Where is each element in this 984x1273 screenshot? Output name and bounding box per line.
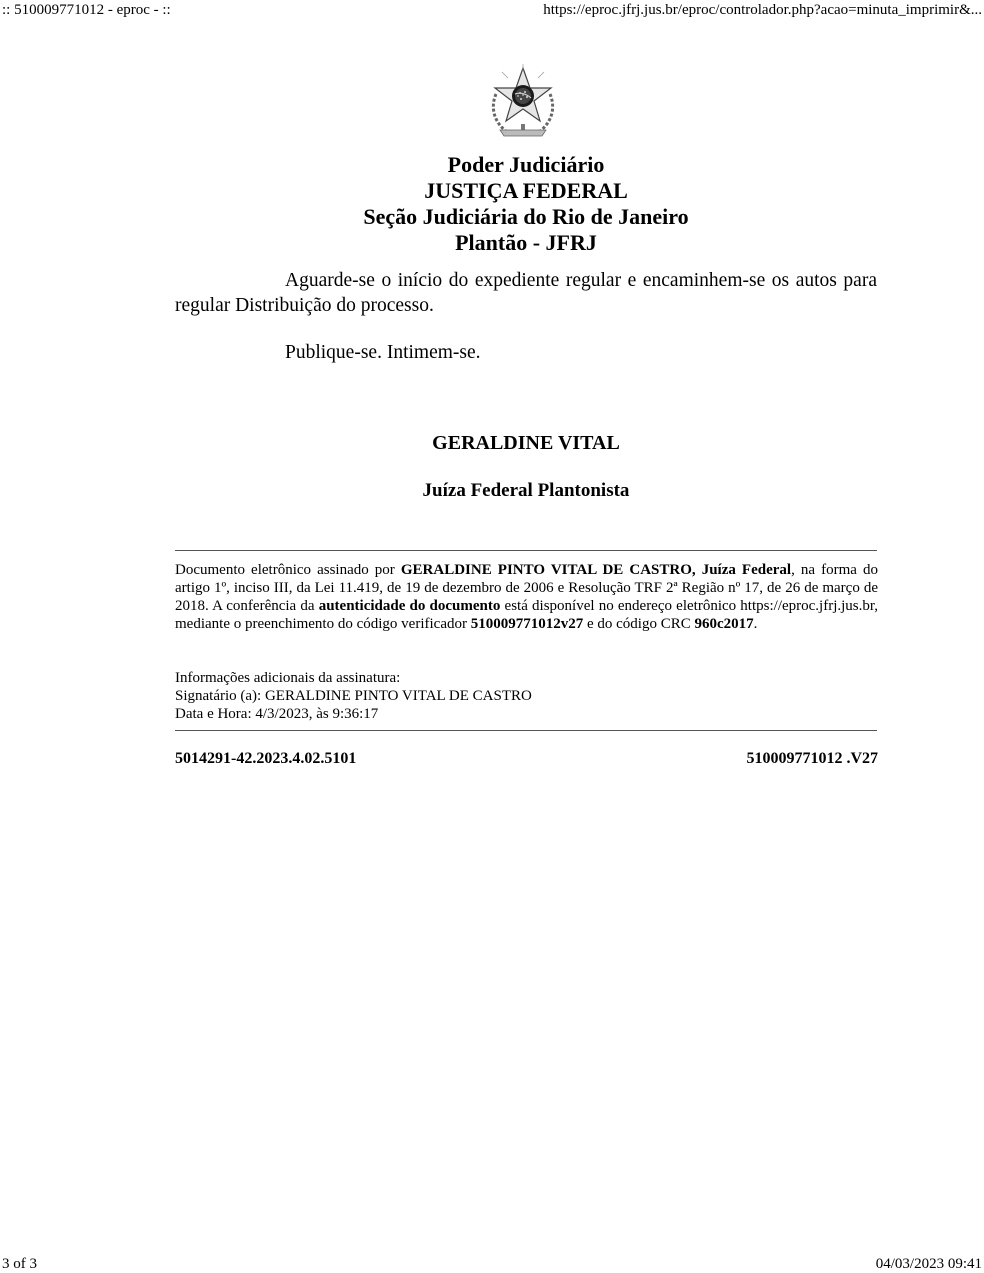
divider-bottom <box>175 730 877 731</box>
signatory-line: Signatário (a): GERALDINE PINTO VITAL DE CASTRO <box>175 688 532 704</box>
heading-duty: Plantão - JFRJ <box>455 230 597 255</box>
print-header-title: :: 510009771012 - eproc - :: <box>2 2 171 18</box>
verifier-code: 510009771012v27 <box>470 616 584 632</box>
additional-info-title: Informações adicionais da assinatura: <box>175 670 401 686</box>
electronic-signature-notice: Documento eletrônico assinado por GERALDINE PINTO VITAL DE CASTRO, Juíza Federal, na forma do artigo 1º, inciso III, da Lei 11.419, de 19 de dezembro de 2006 e Resolução TRF 2ª Região nº 17, de 26 de março de 2018. A conferência da autenticidade do documento está disponível no endereço eletrônico https://eproc.jfrj.jus.br, mediante o preenchimento do código verificador 510009771012v27 e do código CRC 960c2017. <box>175 562 879 632</box>
order-paragraph: Aguarde-se o início do expediente regular e encaminhem-se os autos para regular Distribuição do processo. <box>175 270 877 316</box>
process-number: 5014291-42.2023.4.02.5101 <box>175 750 357 767</box>
signer-name: GERALDINE PINTO VITAL DE CASTRO, Juíza Federal <box>400 562 792 578</box>
document-id: 510009771012 .V27 <box>746 750 878 767</box>
brazil-coat-of-arms-icon <box>486 64 560 140</box>
heading-section: Seção Judiciária do Rio de Janeiro <box>363 204 689 229</box>
authenticity-label: autenticidade do documento <box>318 598 501 614</box>
print-timestamp: 04/03/2023 09:41 <box>875 1256 982 1272</box>
crc-code: 960c2017 <box>694 616 754 632</box>
print-header-url: https://eproc.jfrj.jus.br/eproc/controlador.php?acao=minuta_imprimir&... <box>543 2 982 18</box>
heading-court: JUSTIÇA FEDERAL <box>424 178 628 203</box>
heading-branch: Poder Judiciário <box>447 152 605 177</box>
judge-role: Juíza Federal Plantonista <box>422 480 630 501</box>
judge-name: GERALDINE VITAL <box>432 432 620 454</box>
signature-datetime: Data e Hora: 4/3/2023, às 9:36:17 <box>175 706 379 722</box>
publication-paragraph: Publique-se. Intimem-se. <box>285 342 481 363</box>
page-counter: 3 of 3 <box>2 1256 37 1272</box>
divider-top <box>175 550 877 551</box>
